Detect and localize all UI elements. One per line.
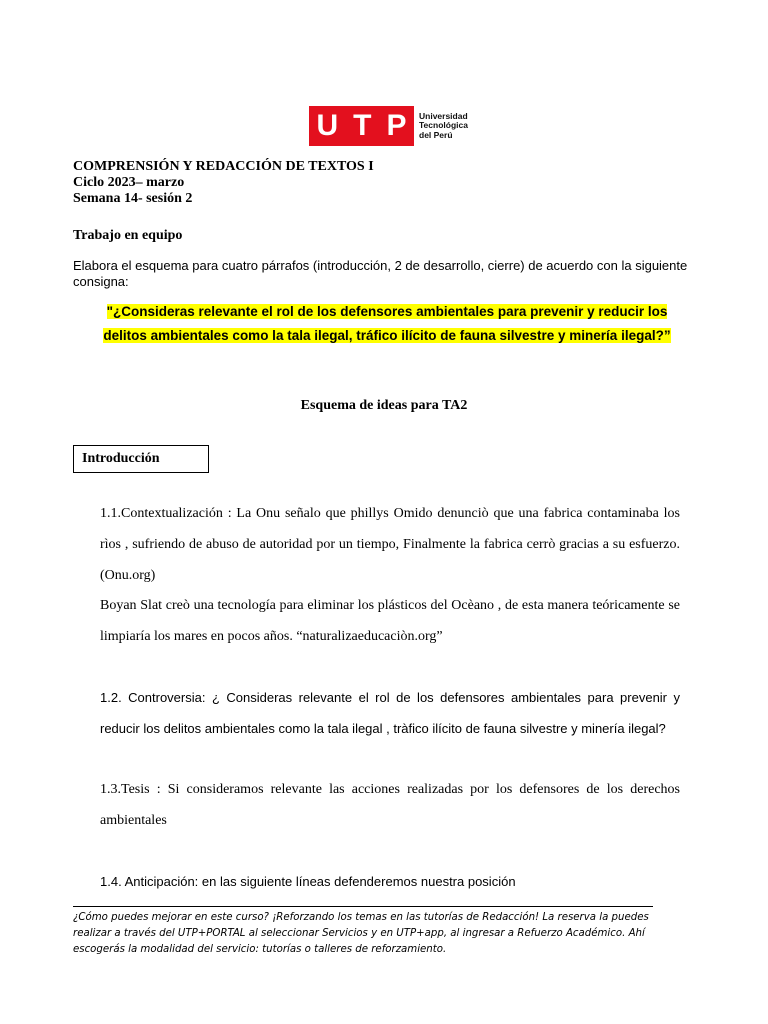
team-work-heading: Trabajo en equipo [73, 228, 183, 243]
thesis-paragraph: 1.3.Tesis : Si consideramos relevante las acciones realizadas por los defensores de los derechos ambientales [100, 782, 680, 828]
instruction-text: Elabora el esquema para cuatro párrafos (introducción, 2 de desarrollo, cierre) de acuerdo con la siguiente consigna: [73, 258, 688, 289]
utp-logo [309, 106, 471, 146]
footer-divider [73, 906, 653, 907]
logo-line-3: del Perú [419, 129, 453, 140]
course-title: COMPRENSIÓN Y REDACCIÓN DE TEXTOS I [73, 159, 374, 174]
prompt-question-text: "¿Consideras relevante el rol de los defensores ambientales para prevenir y reducir los delitos ambientales como la tala ilegal, tráfico ilícito de fauna silvestre y minería ilegal?” [103, 304, 671, 343]
course-cycle: Ciclo 2023– marzo [73, 175, 185, 190]
prompt-question [100, 300, 674, 348]
intro-section-label: Introducción [73, 445, 209, 473]
logo-line-1: Universidad [419, 110, 468, 121]
contextualization-paragraph-2: Boyan Slat creò una tecnología para eliminar los plásticos del Ocèano , de esta manera teóricamente se limpiaría los mares en pocos años. “naturalizaeducaciòn.org” [100, 598, 680, 644]
logo-line-2: Tecnológica [419, 120, 468, 131]
logo-wordmark [419, 112, 468, 141]
logo-letter-t: T [353, 109, 372, 142]
course-week: Semana 14- sesión 2 [73, 191, 193, 206]
logo-letter-p: P [386, 109, 407, 142]
utp-logo-mark [309, 106, 414, 146]
controversy-paragraph: 1.2. Controversia: ¿ Consideras relevante el rol de los defensores ambientales para prevenir y reducir los delitos ambientales como la tala ilegal , tràfico ilícito de fauna silvestre y minería ilegal? [100, 690, 680, 736]
anticipation-paragraph: 1.4. Anticipación: en las siguiente líneas defenderemos nuestra posición [100, 874, 516, 889]
course-header [73, 159, 374, 207]
footer-note: ¿Cómo puedes mejorar en este curso? ¡Reforzando los temas en las tutorías de Redacción! La reserva la puedes realizar a través del UTP+PORTAL al seleccionar Servicios y en UTP+app, al ingresar a Refuerzo Académico. Ahí escogerás la modalidad del servicio: tutorías o talleres de reforzamiento. [73, 912, 649, 955]
logo-letter-u: U [316, 109, 339, 142]
schema-title: Esquema de ideas para TA2 [300, 398, 468, 413]
contextualization-paragraph: 1.1.Contextualización : La Onu señalo que phillys Omido denunciò que una fabrica contaminaba los rìos , sufriendo de abuso de autoridad por un tiempo, Finalmente la fabrica cerrò gracias a su esfuerzo. (Onu.org) [100, 506, 680, 583]
